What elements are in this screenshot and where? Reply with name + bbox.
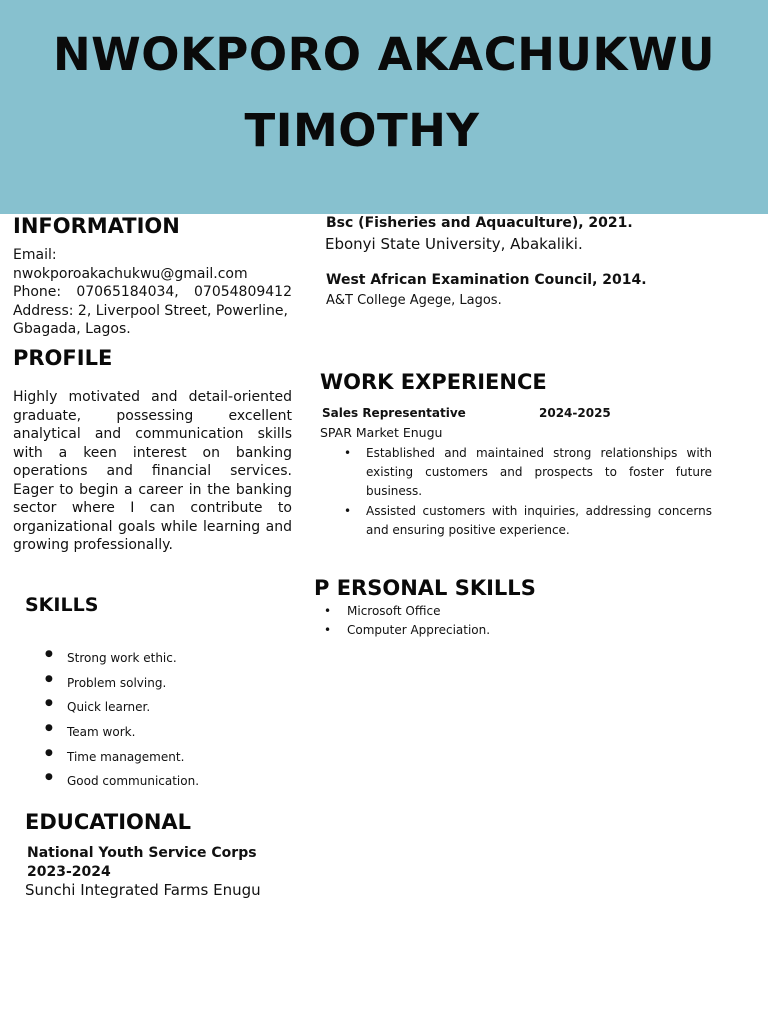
email-label: Email: — [13, 247, 57, 263]
work-years: 2024-2025 — [539, 406, 611, 420]
profile-heading: PROFILE — [13, 346, 113, 370]
address-line-1: Address: 2, Liverpool Street, Powerline, — [13, 302, 288, 319]
list-item: • Computer Appreciation. — [324, 621, 714, 640]
phone-2: 07054809412 — [194, 284, 292, 300]
educational-heading: EDUCATIONAL — [25, 810, 192, 834]
list-item: ● Quick learner. — [45, 697, 285, 722]
educational-section — [25, 810, 305, 900]
information-section — [13, 214, 292, 339]
list-item: ● Good communication. — [45, 771, 285, 796]
name-line-1: NWOKPORO AKACHUKWU — [52, 28, 716, 81]
work-heading: WORK EXPERIENCE — [320, 370, 547, 394]
list-item: ● Strong work ethic. — [45, 648, 285, 673]
work-role-row — [320, 404, 712, 423]
list-item: ● Problem solving. — [45, 673, 285, 698]
waec: West African Examination Council, 2014. — [326, 272, 647, 288]
information-heading: INFORMATION — [13, 214, 180, 238]
university: Ebonyi State University, Abakaliki. — [325, 234, 583, 253]
list-item: ● Team work. — [45, 722, 285, 747]
profile-section — [13, 346, 292, 555]
skills-list — [45, 648, 285, 796]
degree: Bsc (Fisheries and Aquaculture), 2021. — [326, 215, 633, 231]
school: A&T College Agege, Lagos. — [326, 292, 502, 308]
phone-line — [13, 283, 292, 302]
work-role: Sales Representative — [322, 406, 466, 420]
profile-text: Highly motivated and detail-oriented graduate, possessing excellent analytical and communication skills with a keen interest on banking operations and financial services. Eager to begin a career in the banking sector where I can contribute to organizational goals while learning and growing professionally. — [13, 389, 292, 553]
work-company: SPAR Market Enugu — [320, 425, 443, 440]
work-experience-section — [320, 370, 712, 540]
list-item: • Established and maintained strong relationships with existing customers and prospects to foster future business. — [344, 444, 712, 501]
nysc-place: Sunchi Integrated Farms Enugu — [25, 881, 261, 899]
phone-1: 07065184034, — [76, 284, 179, 300]
personal-skills-heading: P ERSONAL SKILLS — [314, 576, 536, 600]
nysc-years: 2023-2024 — [27, 863, 111, 880]
phone-label: Phone: — [13, 284, 62, 300]
email-line — [13, 246, 292, 283]
work-bullets — [344, 444, 712, 540]
list-item: ● Time management. — [45, 747, 285, 772]
skills-heading: SKILLS — [25, 594, 99, 616]
list-item: • Microsoft Office — [324, 602, 714, 621]
nysc-title: National Youth Service Corps — [27, 845, 257, 861]
personal-skills-list — [324, 602, 714, 640]
personal-skills-section — [314, 576, 714, 640]
education-right-section — [326, 214, 746, 310]
email-value: nwokporoakachukwu@gmail.com — [13, 265, 248, 282]
list-item: • Assisted customers with inquiries, addressing concerns and ensuring positive experience. — [344, 502, 712, 540]
header-banner — [0, 0, 768, 214]
address-line-2: Gbagada, Lagos. — [13, 321, 131, 337]
skills-section — [25, 594, 285, 796]
name-line-2: TIMOTHY — [244, 104, 480, 157]
